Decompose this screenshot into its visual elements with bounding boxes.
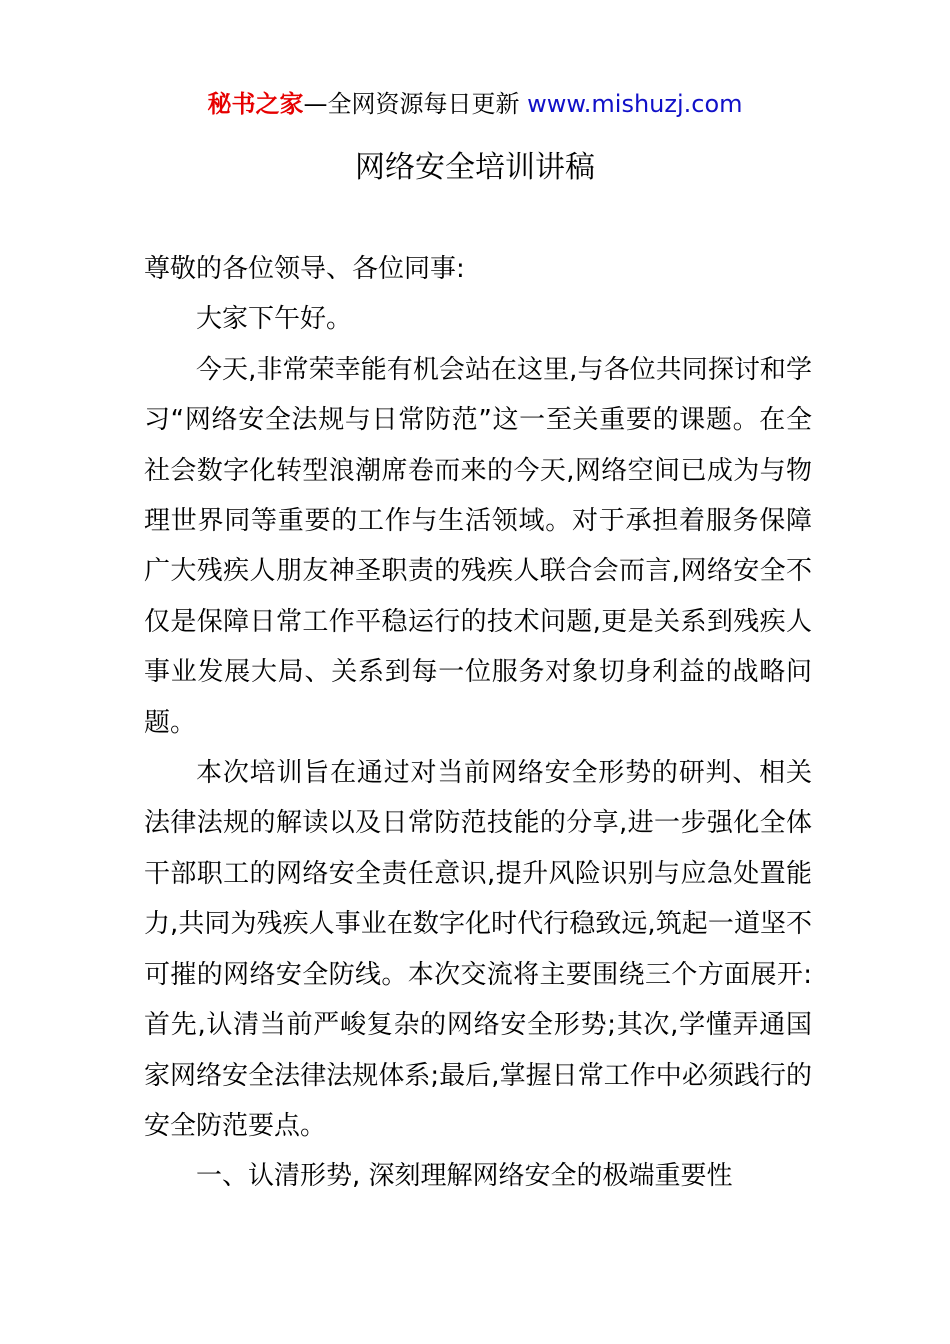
paragraph-intro: 今天,非常荣幸能有机会站在这里,与各位共同探讨和学习“网络安全法规与日常防范”这一至关重要的课题。在全社会数字化转型浪潮席卷而来的今天,网络空间已成为与物理世界同等重要的工作与生活领域。对于承担着服务保障广大残疾人朋友神圣职责的残疾人联合会而言,网络安全不仅是保障日常工作平稳运行的技术问题,更是关系到残疾人事业发展大局、关系到每一位服务对象切身利益的战略问题。: [144, 354, 812, 738]
site-header: [0, 86, 950, 122]
document-title: 网络安全培训讲稿: [355, 150, 595, 185]
site-url-link[interactable]: www.mishuzj.com: [527, 90, 743, 118]
header-tagline: —全网资源每日更新: [303, 90, 528, 118]
brand-name: 秘书之家: [207, 90, 304, 118]
salutation: 尊敬的各位领导、各位同事:: [144, 254, 465, 284]
paragraph-purpose: 本次培训旨在通过对当前网络安全形势的研判、相关法律法规的解读以及日常防范技能的分享,进一步强化全体干部职工的网络安全责任意识,提升风险识别与应急处置能力,共同为残疾人事业在数字化时代行稳致远,筑起一道坚不可摧的网络安全防线。本次交流将主要围绕三个方面展开:首先,认清当前严峻复杂的网络安全形势;其次,学懂弄通国家网络安全法律法规体系;最后,掌握日常工作中必须践行的安全防范要点。: [144, 758, 812, 1141]
greeting: 大家下午好。: [196, 304, 353, 335]
document-body: [144, 244, 812, 1202]
section-heading: 一、认清形势, 深刻理解网络安全的极端重要性: [196, 1161, 733, 1192]
